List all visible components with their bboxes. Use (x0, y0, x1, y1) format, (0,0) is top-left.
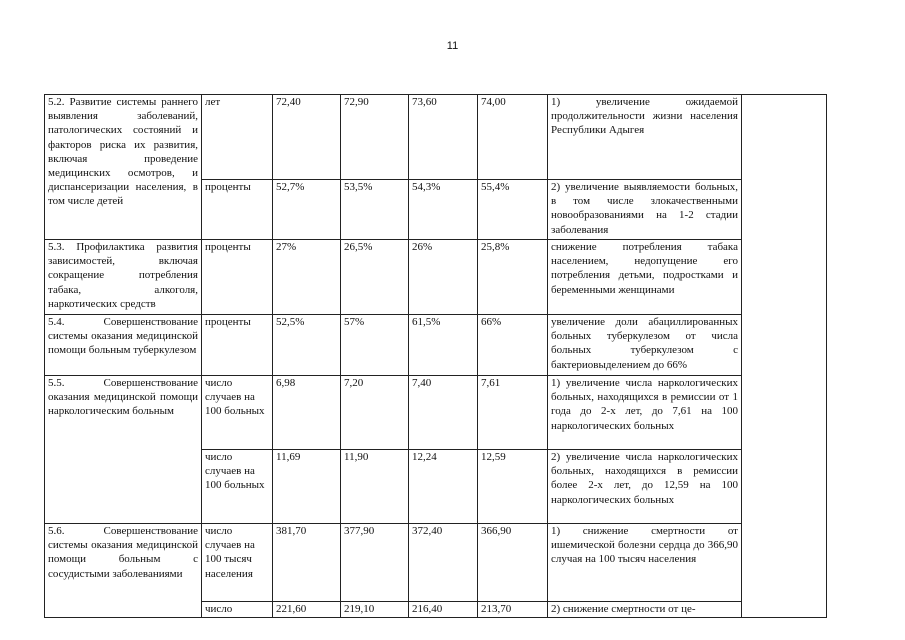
effect-cell: 1) увеличение ожидаемой продолжительности жизни населения Республики Адыгея (548, 95, 742, 180)
value-cell: 216,40 (409, 602, 478, 618)
unit-cell: число случаев на 100 больных (202, 450, 273, 524)
effect-cell: 1) увеличение числа наркологических больных, находящихся в ремиссии от 1 года до 2-х лет, до 7,61 на 100 наркологических больных (548, 376, 742, 450)
unit-cell: число (202, 602, 273, 618)
table-row (45, 95, 827, 180)
value-cell: 7,61 (478, 376, 548, 450)
value-cell: 52,5% (273, 315, 341, 376)
table-row (45, 240, 827, 315)
value-cell: 73,60 (409, 95, 478, 180)
value-cell: 213,70 (478, 602, 548, 618)
task-cell: 5.5. Совершенствование оказания медицинской помощи наркологическим больным (45, 376, 202, 524)
value-cell: 55,4% (478, 180, 548, 240)
task-cell: 5.4. Совершенствование системы оказания медицинской помощи больным туберкулезом (45, 315, 202, 376)
value-cell: 26% (409, 240, 478, 315)
value-cell: 27% (273, 240, 341, 315)
value-cell: 61,5% (409, 315, 478, 376)
task-cell: 5.2. Развитие системы раннего выявления заболеваний, патологических состояний и факторов риска их развития, включая проведение медицинских осмотров, и диспансеризации населения, в том числе детей (45, 95, 202, 240)
value-cell: 12,24 (409, 450, 478, 524)
value-cell: 221,60 (273, 602, 341, 618)
unit-cell: проценты (202, 180, 273, 240)
value-cell: 53,5% (341, 180, 409, 240)
effect-cell: 2) увеличение числа наркологических больных, находящихся в ремиссии более 2-х лет, до 12,59 на 100 наркологических больных (548, 450, 742, 524)
value-cell: 381,70 (273, 524, 341, 602)
empty-column (742, 95, 827, 618)
value-cell: 74,00 (478, 95, 548, 180)
value-cell: 372,40 (409, 524, 478, 602)
value-cell: 219,10 (341, 602, 409, 618)
value-cell: 366,90 (478, 524, 548, 602)
value-cell: 11,69 (273, 450, 341, 524)
effect-cell: 2) увеличение выявляемости больных, в том числе злокачественными новообразованиями на 1-2 стадии заболевания (548, 180, 742, 240)
value-cell: 26,5% (341, 240, 409, 315)
effect-cell: 1) снижение смертности от ишемической болезни сердца до 366,90 случая на 100 тысяч населения (548, 524, 742, 602)
effect-cell: снижение потребления табака населением, недопущение его потребления детьми, подростками и беременными женщинами (548, 240, 742, 315)
value-cell: 6,98 (273, 376, 341, 450)
value-cell: 54,3% (409, 180, 478, 240)
value-cell: 7,40 (409, 376, 478, 450)
unit-cell: число случаев на 100 больных (202, 376, 273, 450)
table-row (45, 376, 827, 450)
value-cell: 377,90 (341, 524, 409, 602)
task-cell: 5.3. Профилактика развития зависимостей, включая сокращение потребления табака, алкоголя, наркотических средств (45, 240, 202, 315)
table-row (45, 524, 827, 602)
value-cell: 7,20 (341, 376, 409, 450)
unit-cell: проценты (202, 315, 273, 376)
value-cell: 57% (341, 315, 409, 376)
unit-cell: число случаев на 100 тысяч населения (202, 524, 273, 602)
value-cell: 52,7% (273, 180, 341, 240)
value-cell: 25,8% (478, 240, 548, 315)
value-cell: 72,40 (273, 95, 341, 180)
value-cell: 11,90 (341, 450, 409, 524)
value-cell: 12,59 (478, 450, 548, 524)
effect-cell: 2) снижение смертности от це- (548, 602, 742, 618)
value-cell: 72,90 (341, 95, 409, 180)
value-cell: 66% (478, 315, 548, 376)
task-cell: 5.6. Совершенствование системы оказания медицинской помощи больным с сосудистыми заболеваниями (45, 524, 202, 618)
unit-cell: проценты (202, 240, 273, 315)
effect-cell: увеличение доли абациллированных больных туберкулезом от числа больных туберкулезом с бактериовыделением до 66% (548, 315, 742, 376)
unit-cell: лет (202, 95, 273, 180)
page-number: 11 (446, 40, 459, 52)
table-row (45, 315, 827, 376)
targets-table (44, 94, 827, 618)
